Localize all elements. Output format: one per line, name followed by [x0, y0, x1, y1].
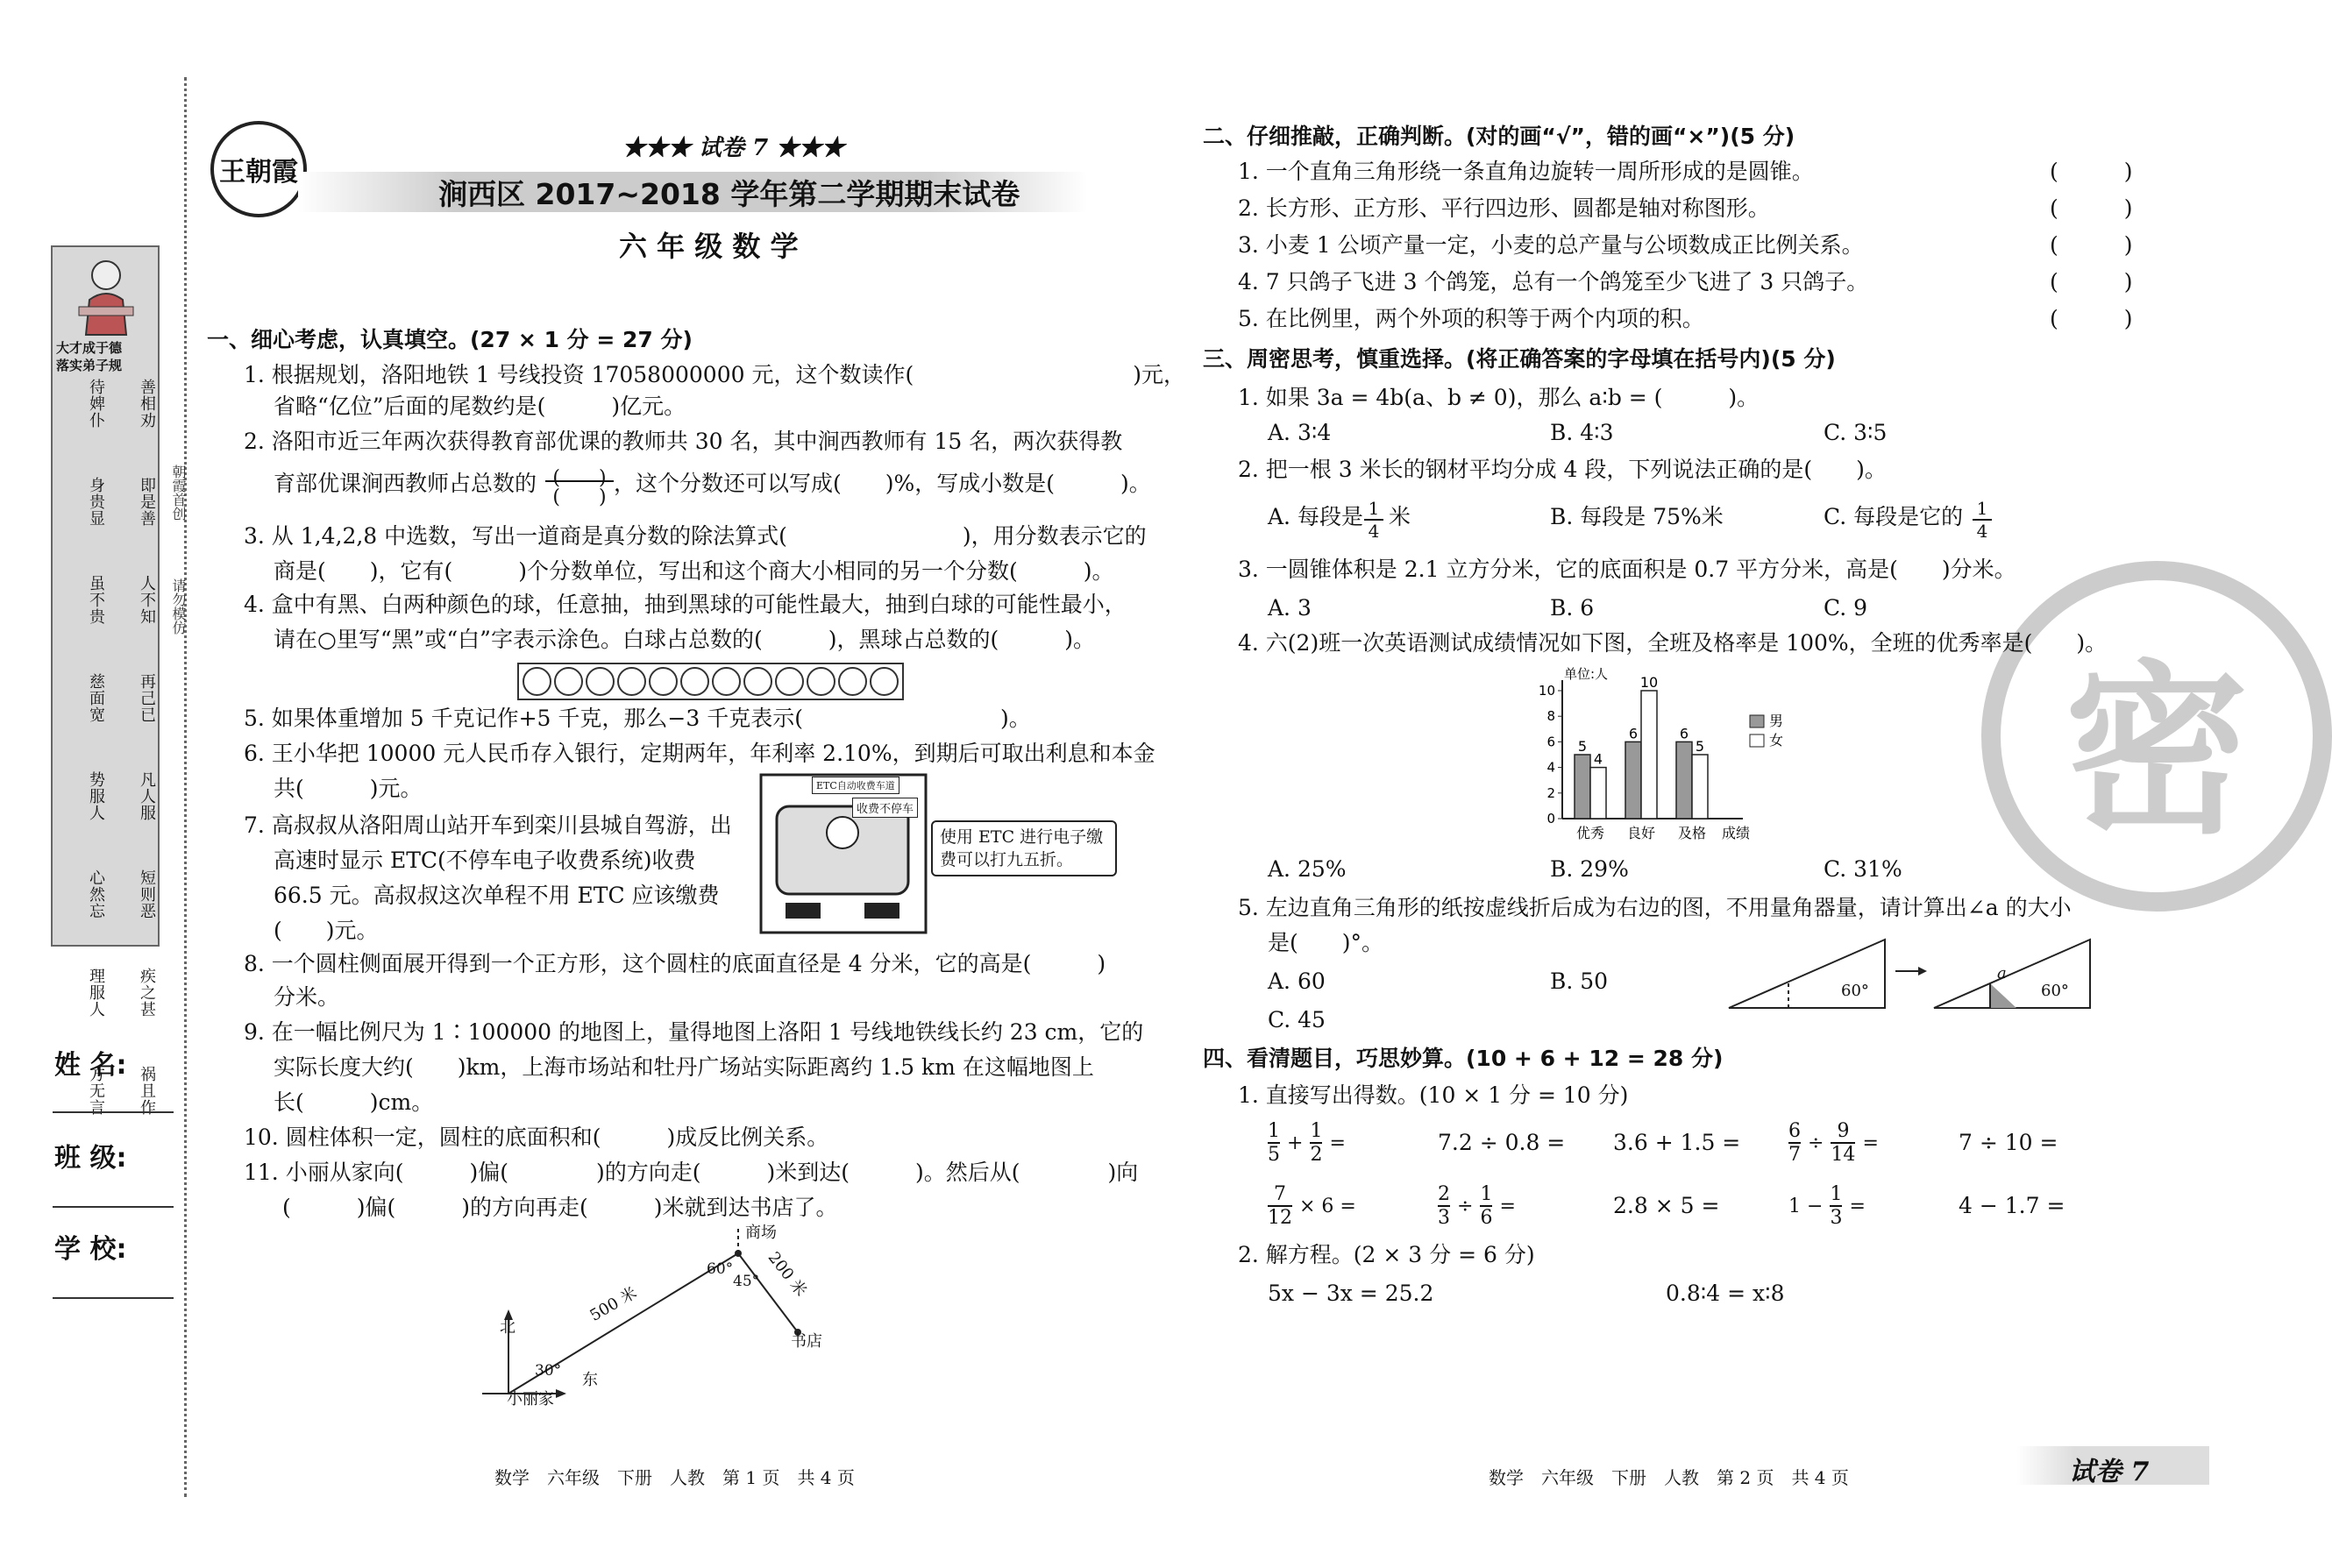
fraction-blank[interactable]: ( ) ( ) — [545, 463, 614, 501]
y-tick-label: 4 — [1546, 759, 1555, 776]
calc-9: 1 − $\frac{1}{3}$ = — [1788, 1183, 1866, 1229]
etc-speech-bubble: 使用 ETC 进行电子缴费可以打九五折。 — [931, 820, 1117, 876]
footer-right: 数学 六年级 下册 人教 第 2 页 共 4 页 — [1489, 1467, 1849, 1488]
paper-badge: 试卷 7 — [2069, 1457, 2150, 1487]
bar-男 — [1676, 741, 1692, 819]
y-tick-label: 8 — [1546, 708, 1555, 725]
calc-7: $\frac{2}{3}$ ÷ $\frac{1}{6}$ = — [1438, 1183, 1516, 1229]
motto-column: 疾之甚 — [138, 968, 156, 1018]
q3-2-a[interactable]: A. 每段是 — [1268, 504, 1363, 529]
q1-9-line-b: 实际长度大约( )km，上海市场站和牡丹广场站实际距离约 1.5 km 在这幅地图上 — [274, 1054, 1094, 1080]
map-home: 小丽家 — [507, 1390, 554, 1408]
q1-2-line-c: ，这个分数还可以写成( )%，写成小数是( )。 — [614, 471, 1151, 496]
calc-6: $\frac{7}{12}$ × 6 = — [1268, 1183, 1356, 1229]
legend-swatch — [1750, 734, 1764, 747]
bar-value-label: 5 — [1695, 738, 1705, 755]
q3-2-a-unit: 米 — [1389, 504, 1411, 529]
section-1-heading: 一、细心考虑，认真填空。(27 × 1 分 = 27 分) — [207, 327, 693, 352]
bar-value-label: 4 — [1593, 750, 1603, 768]
y-tick-label: 10 — [1538, 683, 1555, 699]
score-bar-chart — [1525, 668, 1815, 854]
motto-column: 凡人服 — [138, 771, 156, 821]
calc-4: $\frac{6}{7}$ ÷ $\frac{9}{14}$ = — [1788, 1120, 1879, 1166]
calc-2: 7.2 ÷ 0.8 = — [1438, 1130, 1566, 1155]
confidential-stamp: 密 — [1981, 561, 2332, 912]
q3-2-a-frac: 1 4 — [1364, 498, 1383, 542]
motto-column: 理服人 — [87, 968, 105, 1018]
q1-3-line-b: 商是( )，它有( )个分数单位，写出和这个商大小相同的另一个分数( )。 — [274, 558, 1114, 584]
frac-1-5: 1 5 — [1268, 1120, 1280, 1166]
bar-value-label: 5 — [1577, 738, 1588, 755]
map-store: 书店 — [791, 1332, 822, 1351]
school-label: 学 校: — [54, 1234, 127, 1265]
map-east: 东 — [582, 1371, 598, 1389]
motto-column: 慈面宽 — [87, 673, 105, 723]
ball-circle[interactable] — [617, 667, 646, 696]
q1-6-line-b: 共( )元。 — [274, 776, 423, 801]
q1-5: 5. 如果体重增加 5 千克记作+5 千克，那么−3 千克表示( )。 — [244, 706, 1031, 731]
q1-6-line-a: 6. 王小华把 10000 元人民币存入银行，定期两年，年利率 2.10%，到期后可取出利息和本金 — [244, 741, 1155, 766]
name-label: 姓 名: — [54, 1050, 127, 1081]
q4-1-heading: 1. 直接写出得数。(10 × 1 分 = 10 分) — [1238, 1082, 1629, 1108]
y-tick-label: 2 — [1546, 784, 1555, 801]
ball-circle[interactable] — [649, 667, 678, 696]
q3-3: 3. 一圆锥体积是 2.1 立方分米，它的底面积是 0.7 平方分米，高是( )分米。 — [1238, 557, 2016, 582]
q1-7-line-c: 66.5 元。高叔叔这次单程不用 ETC 应该缴费 — [274, 883, 720, 908]
q1-11-line-b: ( )偏( )的方向再走( )米就到达书店了。 — [282, 1195, 838, 1220]
slogan-2: 落实弟子规 — [56, 358, 123, 373]
judge-answer-4[interactable]: ( ) — [2050, 269, 2133, 294]
motto-column: 身贵显 — [87, 477, 105, 527]
class-label: 班 级: — [54, 1143, 127, 1174]
q1-2-line-b: 育部优课涧西教师占总数的 — [274, 471, 537, 496]
map-dist-1: 500 米 — [587, 1283, 641, 1325]
map-angle-60: 60° — [707, 1260, 734, 1278]
q3-5-b[interactable]: B. 50 — [1550, 968, 1609, 994]
map-mall: 商场 — [745, 1224, 777, 1242]
q1-8-line-a: 8. 一个圆柱侧面展开得到一个正方形，这个圆柱的底面直径是 4 分米，它的高是( ) — [244, 951, 1106, 976]
etc-sign: ETC自动收费车道 — [812, 777, 899, 794]
q1-9-line-a: 9. 在一幅比例尺为 1∶100000 的地图上，量得地图上洛阳 1 号线地铁线长约 23 cm，它的 — [244, 1019, 1144, 1045]
motto-column: 势服人 — [87, 771, 105, 821]
scholar-illustration — [77, 256, 135, 335]
cut-line — [184, 77, 187, 1497]
frac-6-7: $\frac{6}{7}$ — [1788, 1120, 1801, 1166]
ball-circle[interactable] — [743, 667, 772, 696]
etc-illustration — [759, 771, 1126, 938]
judge-answer-3[interactable]: ( ) — [2050, 232, 2133, 258]
triangle-fold-figure — [1727, 929, 2095, 1017]
motto-column: 善相劝 — [138, 379, 156, 429]
frac-2-3: $\frac{2}{3}$ — [1438, 1183, 1450, 1229]
q1-2-line-a: 2. 洛阳市近三年两次获得教育部优课的教师共 30 名，其中涧西教师有 15 名，两次获得教 — [244, 429, 1123, 454]
judge-item-1: 1. 一个直角三角形绕一条直角边旋转一周所形成的是圆锥。 — [1238, 159, 1814, 184]
motto-column: 短则恶 — [138, 869, 156, 919]
judge-item-4: 4. 7 只鸽子飞进 3 个鸽笼，总有一个鸽笼至少飞进了 3 只鸽子。 — [1238, 269, 1869, 294]
slogan-1: 大才成于德 — [56, 340, 123, 356]
q3-3-c[interactable]: C. 9 — [1824, 595, 1868, 621]
motto-column: 祸且作 — [138, 1066, 156, 1116]
q1-9-line-c: 长( )cm。 — [274, 1089, 434, 1115]
q3-5-c[interactable]: C. 45 — [1268, 1007, 1326, 1032]
cut-note-a: 朝霞首创 — [170, 465, 187, 521]
equation-2: 0.8∶4 = x∶8 — [1666, 1281, 1785, 1306]
q3-1-c[interactable]: C. 3∶5 — [1824, 420, 1888, 445]
q1-3-line-a: 3. 从 1,4,2,8 中选数，写出一道商是真分数的除法算式( )，用分数表示它的 — [244, 523, 1147, 549]
frac-9-14: $\frac{9}{14}$ — [1831, 1120, 1856, 1166]
calc-5: 7 ÷ 10 = — [1959, 1130, 2058, 1155]
equation-1: 5x − 3x = 25.2 — [1268, 1281, 1434, 1306]
calc-10: 4 − 1.7 = — [1959, 1193, 2065, 1218]
frac-1-6: $\frac{1}{6}$ — [1480, 1183, 1493, 1229]
ball-circles — [517, 663, 904, 700]
ball-circle[interactable] — [523, 667, 551, 696]
q3-3-b[interactable]: B. 6 — [1550, 595, 1595, 621]
footer-left: 数学 六年级 下册 人教 第 1 页 共 4 页 — [494, 1467, 855, 1488]
ball-circle[interactable] — [807, 667, 835, 696]
frac-1-3: $\frac{1}{3}$ — [1830, 1183, 1843, 1229]
q1-7-line-d: ( )元。 — [274, 918, 379, 943]
ball-circle[interactable] — [680, 667, 709, 696]
judge-item-2: 2. 长方形、正方形、平行四边形、圆都是轴对称图形。 — [1238, 195, 1770, 221]
q3-2: 2. 把一根 3 米长的钢材平均分成 4 段，下列说法正确的是( )。 — [1238, 457, 1887, 482]
bar-女 — [1590, 768, 1606, 819]
tri-angle-right: 60° — [2041, 982, 2069, 1000]
frac-1-2: $\frac{1}{2}$ — [1310, 1120, 1323, 1166]
legend-label: 男 — [1769, 713, 1784, 729]
x-tick-label: 及格 — [1677, 825, 1707, 841]
calc-3: 3.6 + 1.5 = — [1613, 1130, 1741, 1155]
y-tick-label: 6 — [1546, 734, 1555, 750]
motto-column: 再己已 — [138, 673, 156, 723]
map-north: 北 — [500, 1318, 515, 1337]
tri-angle-a: a — [1997, 964, 2007, 983]
motto-column: 人不知 — [138, 575, 156, 625]
motto-grid — [56, 379, 156, 1141]
map-angle-30: 30° — [535, 1362, 562, 1380]
ball-circle[interactable] — [870, 667, 899, 696]
exam-title: 涧西区 2017~2018 学年第二学期期末试卷 — [438, 177, 1020, 211]
section-2-heading: 二、仔细推敲，正确判断。(对的画“√”，错的画“×”)(5 分) — [1203, 124, 1795, 149]
section-4-heading: 四、看清题目，巧思妙算。(10 + 6 + 12 = 28 分) — [1203, 1046, 1724, 1071]
cut-note: 请勿模仿 — [170, 578, 187, 635]
legend-swatch — [1750, 715, 1764, 727]
q3-2-b[interactable]: B. 每段是 75%米 — [1550, 504, 1724, 529]
map-angle-45: 45° — [733, 1273, 760, 1290]
ball-circle[interactable] — [775, 667, 804, 696]
q3-1-a[interactable]: A. 3∶4 — [1268, 420, 1332, 445]
motto-column: 方无言 — [87, 1066, 105, 1116]
section-3-heading: 三、周密思考，慎重选择。(将正确答案的字母填在括号内)(5 分) — [1203, 346, 1836, 372]
q1-11-line-a: 11. 小丽从家向( )偏( )的方向走( )米到达( )。然后从( )向 — [244, 1160, 1139, 1185]
motto-column: 即是善 — [138, 477, 156, 527]
motto-column: 待婢仆 — [87, 379, 105, 429]
class-line[interactable] — [53, 1206, 174, 1208]
q3-4: 4. 六(2)班一次英语测试成绩情况如下图，全班及格率是 100%，全班的优秀率是( )。 — [1238, 630, 2108, 656]
calc-1: 1 5 + $\frac{1}{2}$ = — [1268, 1120, 1346, 1166]
judge-item-5: 5. 在比例里，两个外项的积等于两个内项的积。 — [1238, 306, 1704, 331]
q3-4-c[interactable]: C. 31% — [1824, 856, 1902, 882]
q1-4-line-a: 4. 盒中有黑、白两种颜色的球，任意抽，抽到黑球的可能性最大，抽到白球的可能性最小， — [244, 592, 1127, 617]
q1-7-line-a: 7. 高叔叔从洛阳周山站开车到栾川县城自驾游，出 — [244, 812, 732, 838]
ball-circle[interactable] — [712, 667, 741, 696]
q1-1-line-b: 省略“亿位”后面的尾数约是( )亿元。 — [274, 394, 686, 419]
tri-angle-left: 60° — [1841, 982, 1869, 1000]
bar-女 — [1692, 755, 1708, 819]
x-axis-label: 成绩 — [1722, 825, 1751, 841]
q1-10: 10. 圆柱体积一定，圆柱的底面积和( )成反比例关系。 — [244, 1125, 829, 1150]
q3-1: 1. 如果 3a = 4b(a、b ≠ 0)，那么 a∶b = ( )。 — [1238, 385, 1760, 410]
direction-map — [465, 1218, 850, 1429]
q3-3-a[interactable]: A. 3 — [1268, 595, 1312, 621]
x-tick-label: 优秀 — [1575, 825, 1605, 841]
ball-circle[interactable] — [586, 667, 615, 696]
q3-4-b[interactable]: B. 29% — [1550, 856, 1629, 882]
q1-7-line-b: 高速时显示 ETC(不停车电子收费系统)收费 — [274, 848, 696, 873]
bar-男 — [1625, 741, 1641, 819]
judge-answer-2[interactable]: ( ) — [2050, 195, 2133, 221]
ball-circle[interactable] — [554, 667, 583, 696]
exam-subject: 六 年 级 数 学 — [619, 230, 799, 263]
bar-女 — [1641, 691, 1657, 819]
school-line[interactable] — [53, 1297, 174, 1299]
motto-column: 心然忘 — [87, 869, 105, 919]
name-line[interactable] — [53, 1111, 174, 1113]
q3-2-c-frac: 1 4 — [1973, 498, 1992, 542]
bar-value-label: 6 — [1628, 725, 1639, 742]
series-label: ★★★ 试卷 7 ★★★ — [622, 135, 845, 161]
q3-5-line-a: 5. 左边直角三角形的纸按虚线折后成为右边的图，不用量角器量，请计算出∠a 的大小 — [1238, 895, 2072, 920]
etc-gate-sign: 收费不停车 — [852, 798, 918, 818]
q3-2-c[interactable]: C. 每段是它的 — [1824, 504, 1964, 529]
calc-8: 2.8 × 5 = — [1613, 1193, 1720, 1218]
q1-8-line-b: 分米。 — [274, 984, 340, 1010]
q3-5-a[interactable]: A. 60 — [1268, 968, 1326, 994]
q1-4-line-b: 请在○里写“黑”或“白”字表示涂色。白球占总数的( )，黑球占总数的( )。 — [274, 627, 1095, 652]
y-tick-label: 0 — [1546, 811, 1555, 827]
brand-logo: 王朝霞 — [210, 121, 307, 217]
ball-circle[interactable] — [838, 667, 867, 696]
map-dist-2: 200 米 — [764, 1248, 811, 1301]
bar-value-label: 6 — [1679, 725, 1689, 742]
x-tick-label: 良好 — [1626, 825, 1656, 841]
q3-4-a[interactable]: A. 25% — [1268, 856, 1347, 882]
q3-1-b[interactable]: B. 4∶3 — [1550, 420, 1614, 445]
bar-男 — [1575, 755, 1590, 819]
motto-column: 虽不贵 — [87, 575, 105, 625]
judge-answer-1[interactable]: ( ) — [2050, 159, 2133, 184]
y-axis-label: 单位:人 — [1564, 666, 1609, 682]
frac-7-12: $\frac{7}{12}$ — [1268, 1183, 1292, 1229]
judge-answer-5[interactable]: ( ) — [2050, 306, 2133, 331]
q1-1-line-a: 1. 根据规划，洛阳地铁 1 号线投资 17058000000 元，这个数读作( )元， — [244, 362, 1185, 387]
q4-2-heading: 2. 解方程。(2 × 3 分 = 6 分) — [1238, 1242, 1535, 1267]
bar-value-label: 10 — [1639, 674, 1659, 691]
legend-label: 女 — [1769, 732, 1784, 749]
judge-item-3: 3. 小麦 1 公顷产量一定，小麦的总产量与公顷数成正比例关系。 — [1238, 232, 1864, 258]
q3-5-line-b: 是( )°。 — [1268, 930, 1384, 955]
